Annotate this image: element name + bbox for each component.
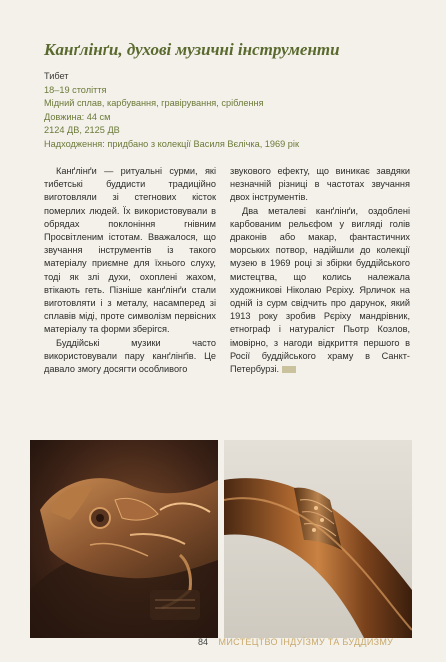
text-column-left (44, 165, 216, 376)
page-footer (198, 636, 428, 648)
page-number: 84 (198, 637, 209, 647)
meta-date: 18–19 століття (44, 84, 107, 95)
text-column-right (230, 165, 410, 376)
horn-band-image (224, 440, 412, 638)
photo-dragon-head (30, 440, 218, 638)
paragraph-3 (230, 205, 410, 377)
paragraph-1: Канґлінґи — ритуальні сурми, які тибетські буддисти традиційно виготовляли зі стегнових кісток померлих людей. Їх використовували в обрядах поклоніння гнівним Просвітленим істотам. Вважалося, що звучання інструментів із такого матеріалу приємне для їхнього слуху, тоді як злі духи, охоплені жахом, втікають геть. Пізніше канґлінґи стали виготовляти і з металу, насамперед зі сплавів міді, проте символізм первісних матеріалу та форми зберігся. (44, 166, 216, 335)
photo-horn-band (224, 440, 412, 638)
page-title: Канґлінґи, духові музичні інструменти (44, 40, 340, 59)
meta-length: Довжина: 44 см (44, 111, 111, 122)
meta-inventory: 2124 ДВ, 2125 ДВ (44, 125, 120, 136)
paragraph-3-text: Два металеві канґлінґи, оздоблені карбованим рельєфом у вигляді голів драконів або макар, фантастичних морських потвор, надійшли до колекції музею в 1969 році зі збірки буддійського мистецтва, що колись належала художникові Ніколаю Рєріху. Ярличок на одній із сурм свідчить про дарунок, який 1913 року зробив Рєріху мандрівник, етнограф і натураліст Пьотр Козлов, імовірно, з нагоди відкриття першого в Росії буддійського храму в Санкт-Петербурзі. (230, 205, 410, 375)
running-head: МИСТЕЦТВО ІНДУЇЗМУ ТА БУДДИЗМУ (218, 637, 394, 647)
meta-acquisition: Надходження: придбано з колекції Василя Вєлічка, 1969 рік (44, 138, 299, 149)
end-mark (282, 366, 296, 373)
paragraph-2-continued: звукового ефекту, що виникає завдяки незначній різниці в частотах звучання двох інструментів. (230, 166, 410, 203)
meta-origin: Тибет (44, 71, 69, 81)
paragraph-2: Буддійські музики часто використовували пару канґлінґів. Це давало змогу досягти особливого (44, 337, 216, 375)
catalog-metadata (44, 70, 424, 152)
dragon-head-image (30, 440, 218, 638)
meta-materials: Мідний сплав, карбування, гравірування, сріблення (44, 98, 264, 109)
